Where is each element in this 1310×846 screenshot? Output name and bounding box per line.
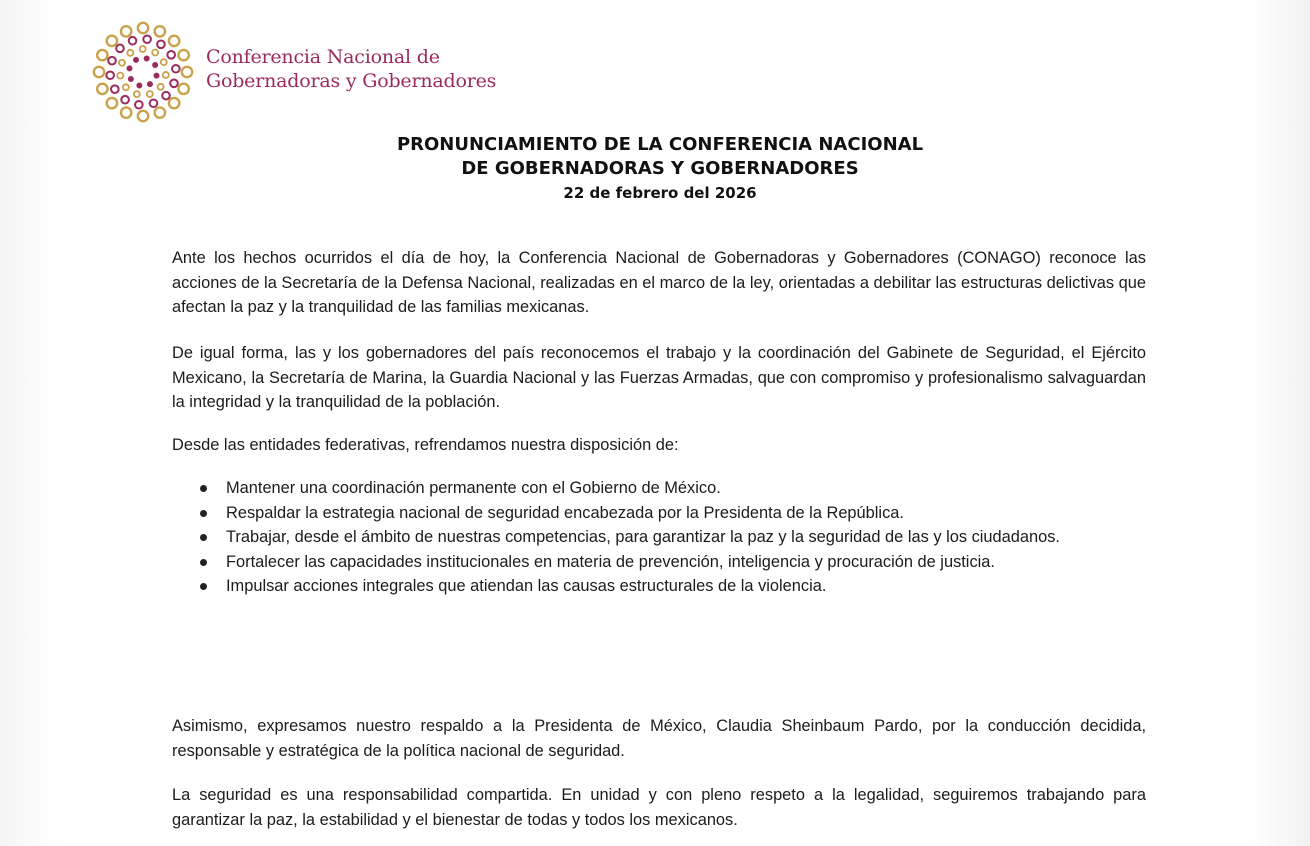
- emblem-dot: [135, 101, 143, 109]
- emblem-dot: [94, 67, 104, 77]
- emblem-dot: [152, 49, 158, 55]
- emblem-dot: [162, 92, 170, 100]
- emblem-dot: [127, 50, 133, 56]
- emblem-dot: [154, 73, 159, 78]
- title-line-1: PRONUNCIAMIENTO DE LA CONFERENCIA NACIONAL: [396, 134, 924, 155]
- emblem-dot: [172, 65, 180, 73]
- bullet-icon: [200, 583, 207, 590]
- logo-text-line-1: Conferencia Nacional de: [206, 46, 440, 68]
- emblem-dot: [123, 84, 129, 90]
- document-heading: [170, 133, 1150, 204]
- emblem-dot: [111, 85, 119, 93]
- emblem-dot: [97, 84, 107, 94]
- emblem-dot: [178, 50, 188, 60]
- emblem-dot: [147, 91, 153, 97]
- emblem-dot: [140, 46, 146, 52]
- list-item-text: Mantener una coordinación permanente con el Gobierno de México.: [226, 479, 721, 497]
- commitments-list: [198, 476, 1146, 599]
- emblem-dot: [121, 107, 131, 117]
- list-item-text: Fortalecer las capacidades institucionales en materia de prevención, inteligencia y procuración de justicia.: [226, 552, 995, 571]
- bullet-icon: [200, 559, 207, 566]
- conago-logo: [88, 20, 496, 124]
- emblem-dot: [119, 60, 125, 66]
- logo-text-line-2: Gobernadoras y Gobernadores: [206, 70, 497, 92]
- list-item-text: Respaldar la estrategia nacional de seguridad encabezada por la Presidenta de la República.: [226, 503, 904, 522]
- list-item: [198, 525, 1146, 550]
- emblem-dot: [169, 98, 179, 108]
- emblem-dot: [144, 56, 149, 61]
- emblem-dot: [116, 45, 124, 53]
- document-date: 22 de febrero del 2026: [563, 184, 757, 202]
- paragraph-3: Desde las entidades federativas, refrendamos nuestra disposición de:: [172, 436, 679, 454]
- emblem-dot: [107, 36, 117, 46]
- emblem-dot: [167, 51, 175, 59]
- emblem-dot: [134, 57, 139, 62]
- emblem-dot: [128, 77, 133, 82]
- emblem-dot: [153, 63, 158, 68]
- emblem-dot: [169, 36, 179, 46]
- paragraph-1: Ante los hechos ocurridos el día de hoy, la Conferencia Nacional de Gobernadoras y Gobernadores (CONAGO) reconoce las acciones de la Secretaría de la Defensa Nacional, realizadas en el marco de la ley, orientadas a debilitar las estructuras delictivas que afectan la paz y la tranquilidad de las familias mexicanas.: [172, 249, 1146, 316]
- emblem-dot: [155, 26, 165, 36]
- emblem-dot: [107, 98, 117, 108]
- paragraph-2: De igual forma, las y los gobernadores del país reconocemos el trabajo y la coordinación del Gabinete de Seguridad, el Ejército Mexicano, la Secretaría de Marina, la Guardia Nacional y las Fuerzas Armadas, que con compromiso y profesionalismo salvaguardan la integridad y la tranquilidad de la población.: [172, 344, 1146, 411]
- emblem-dot: [129, 37, 137, 45]
- list-item-text: Trabajar, desde el ámbito de nuestras competencias, para garantizar la paz y la seguridad de las y los ciudadanos.: [226, 528, 1060, 546]
- logo-text: [206, 45, 496, 93]
- title-line-2: DE GOBERNADORAS Y GOBERNADORES: [461, 158, 859, 179]
- paragraph-5: La seguridad es una responsabilidad compartida. En unidad y con pleno respeto a la legalidad, seguiremos trabajando para garantizar la paz, la estabilidad y el bienestar de todas y todos los mexicanos.: [172, 786, 1146, 829]
- emblem-dot: [163, 72, 169, 78]
- list-item: [198, 476, 1146, 501]
- emblem-dot: [106, 71, 114, 79]
- list-item: [198, 574, 1146, 599]
- emblem-dot: [138, 23, 148, 33]
- emblem-dot: [157, 41, 165, 49]
- emblem-dot: [178, 84, 188, 94]
- emblem-dot: [170, 80, 178, 88]
- emblem-dot: [138, 111, 148, 121]
- emblem-dot: [150, 99, 158, 107]
- emblem-dot: [148, 82, 153, 87]
- emblem-dot: [108, 57, 116, 65]
- bullet-icon: [200, 534, 207, 541]
- emblem-dot: [137, 83, 142, 88]
- emblem-dot: [121, 96, 129, 104]
- conago-emblem-icon: [88, 20, 198, 124]
- emblem-dot: [117, 73, 123, 79]
- emblem-dot: [134, 91, 140, 97]
- emblem-dot: [161, 59, 167, 65]
- bullet-icon: [200, 485, 207, 492]
- emblem-dot: [182, 67, 192, 77]
- list-item: [198, 550, 1146, 575]
- bullet-icon: [200, 510, 207, 517]
- emblem-dot: [121, 26, 131, 36]
- paragraph-4: Asimismo, expresamos nuestro respaldo a la Presidenta de México, Claudia Sheinbaum Pardo, por la conducción decidida, responsable y estratégica de la política nacional de seguridad.: [172, 717, 1146, 760]
- list-item: [198, 501, 1146, 526]
- emblem-dot: [97, 50, 107, 60]
- emblem-dot: [143, 35, 151, 43]
- emblem-dot: [158, 84, 164, 90]
- emblem-dot: [155, 107, 165, 117]
- list-item-text: Impulsar acciones integrales que atiendan las causas estructurales de la violencia.: [226, 577, 827, 595]
- emblem-dot: [127, 66, 132, 71]
